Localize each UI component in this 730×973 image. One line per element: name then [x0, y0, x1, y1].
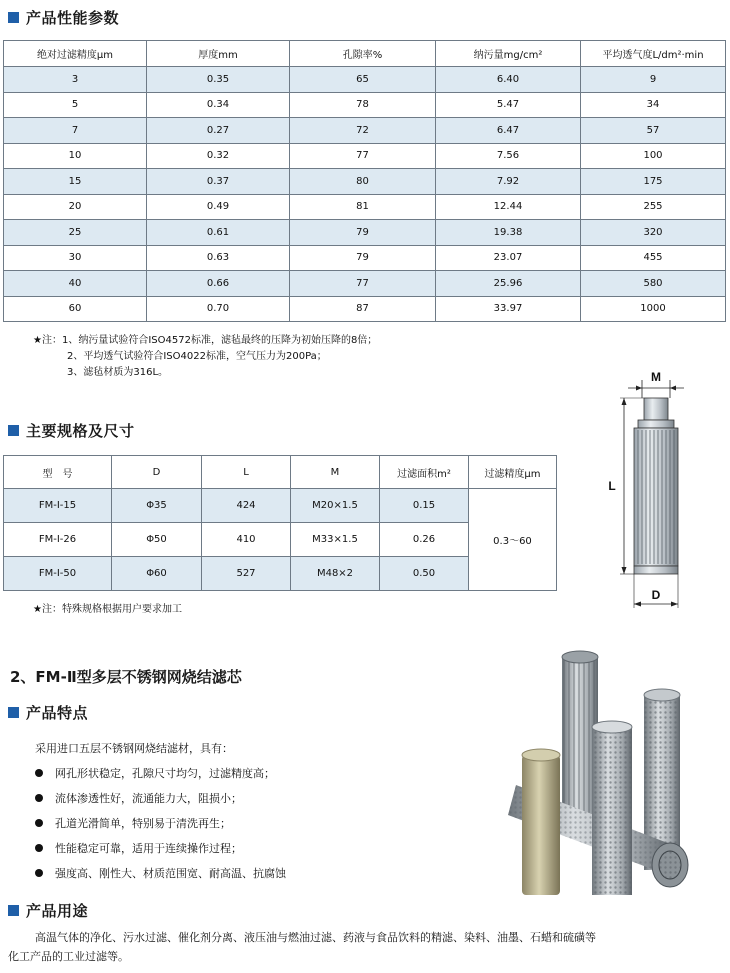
table-cell: 7.92 [436, 169, 581, 195]
table-row [4, 118, 726, 144]
table-cell: 77 [290, 143, 436, 169]
table-cell: 5.47 [436, 92, 581, 118]
table-row [4, 296, 726, 322]
table-cell: 0.34 [147, 92, 290, 118]
table-cell: 72 [290, 118, 436, 144]
note-line: ★注：1、纳污量试验符合ISO4572标准，滤毡最终的压降为初始压降的8倍； [33, 335, 378, 346]
table-cell: 0.70 [147, 296, 290, 322]
table-cell: 0.32 [147, 143, 290, 169]
column-header: L [202, 456, 291, 489]
section-header-dimensions [8, 421, 135, 439]
dimension-label-l: L [608, 479, 616, 493]
section-title: 产品特点 [26, 703, 89, 722]
table-row [4, 271, 726, 297]
section-marker-icon [8, 707, 19, 718]
table-cell: 455 [581, 245, 726, 271]
features-list [35, 760, 286, 885]
table-cell: 527 [202, 557, 291, 591]
table-cell: 80 [290, 169, 436, 195]
table-cell: 78 [290, 92, 436, 118]
feature-text: 孔道光滑简单，特别易于清洗再生； [55, 816, 231, 830]
bullet-icon [35, 819, 43, 827]
table-cell: 65 [290, 67, 436, 93]
column-header: 厚度mm [147, 41, 290, 67]
section-header-performance [8, 8, 119, 26]
table-cell: 0.35 [147, 67, 290, 93]
table-cell: 33.97 [436, 296, 581, 322]
filter-dimension-drawing [598, 370, 698, 615]
usage-line: 高温气体的净化、污水过滤、催化剂分离、液压油与燃油过滤、药液与食品饮料的精滤、染料、油墨、石蜡和硫磺等 [35, 931, 596, 944]
merged-precision-cell: 0.3～60 [469, 489, 557, 591]
bullet-icon [35, 844, 43, 852]
table-row [4, 92, 726, 118]
section-marker-icon [8, 425, 19, 436]
table-cell: 20 [4, 194, 147, 220]
table-cell: M20×1.5 [291, 489, 380, 523]
bullet-icon [35, 794, 43, 802]
performance-table [3, 40, 726, 322]
column-header: 平均透气度L/dm²·min [581, 41, 726, 67]
list-item [35, 860, 286, 885]
table-cell: 40 [4, 271, 147, 297]
table-cell: M48×2 [291, 557, 380, 591]
table-cell: 9 [581, 67, 726, 93]
feature-text: 流体渗透性好，流通能力大，阻损小； [55, 791, 242, 805]
table-cell: 175 [581, 169, 726, 195]
table-cell: 60 [4, 296, 147, 322]
table-cell: 79 [290, 245, 436, 271]
table-cell: 25 [4, 220, 147, 246]
column-header: 过滤面积m² [380, 456, 469, 489]
column-header: 绝对过滤精度μm [4, 41, 147, 67]
table-cell: 23.07 [436, 245, 581, 271]
column-header: 过滤精度μm [469, 456, 557, 489]
table-cell: 0.61 [147, 220, 290, 246]
list-item [35, 835, 286, 860]
section-marker-icon [8, 12, 19, 23]
table-cell: 30 [4, 245, 147, 271]
list-item [35, 785, 286, 810]
table-cell: 5 [4, 92, 147, 118]
table-cell: 15 [4, 169, 147, 195]
table-cell: 12.44 [436, 194, 581, 220]
table-header-row [4, 456, 557, 489]
table-cell: FM-Ⅰ-26 [4, 523, 112, 557]
table-cell: 25.96 [436, 271, 581, 297]
table-cell: 0.50 [380, 557, 469, 591]
table-row [4, 143, 726, 169]
table-header-row [4, 41, 726, 67]
table-cell: Φ50 [112, 523, 202, 557]
table-cell: 424 [202, 489, 291, 523]
table-row [4, 194, 726, 220]
feature-text: 强度高、刚性大、材质范围宽、耐高温、抗腐蚀 [55, 866, 286, 880]
table-row [4, 489, 557, 523]
table-cell: 320 [581, 220, 726, 246]
feature-text: 网孔形状稳定，孔隙尺寸均匀，过滤精度高； [55, 766, 275, 780]
table-cell: 6.47 [436, 118, 581, 144]
dimension-note: ★注：特殊规格根据用户要求加工 [33, 604, 182, 615]
table-cell: 255 [581, 194, 726, 220]
column-header: M [291, 456, 380, 489]
list-item [35, 760, 286, 785]
section-header-usage [8, 901, 88, 919]
usage-line: 化工产品的工业过滤等。 [8, 950, 129, 963]
table-cell: FM-Ⅰ-15 [4, 489, 112, 523]
table-cell: 0.15 [380, 489, 469, 523]
table-cell: FM-Ⅰ-50 [4, 557, 112, 591]
section2-title: 2、FM-Ⅱ型多层不锈钢网烧结滤芯 [10, 668, 242, 686]
table-cell: 410 [202, 523, 291, 557]
bullet-icon [35, 769, 43, 777]
table-cell: 19.38 [436, 220, 581, 246]
table-cell: 0.27 [147, 118, 290, 144]
section-title: 产品用途 [26, 901, 89, 920]
table-cell: 7.56 [436, 143, 581, 169]
table-row [4, 220, 726, 246]
column-header: 纳污量mg/cm² [436, 41, 581, 67]
table-row [4, 67, 726, 93]
table-cell: 81 [290, 194, 436, 220]
feature-text: 性能稳定可靠，适用于连续操作过程； [55, 841, 242, 855]
table-row [4, 245, 726, 271]
section-title: 主要规格及尺寸 [26, 421, 135, 440]
note-line: 3、滤毡材质为316L。 [67, 367, 169, 378]
section-marker-icon [8, 905, 19, 916]
list-item [35, 810, 286, 835]
note-line: 2、平均透气试验符合ISO4022标准，空气压力为200Pa； [67, 351, 327, 362]
dimension-label-d: D [651, 588, 661, 602]
column-header: D [112, 456, 202, 489]
column-header: 型 号 [4, 456, 112, 489]
table-cell: 77 [290, 271, 436, 297]
table-cell: 0.26 [380, 523, 469, 557]
table-cell: 79 [290, 220, 436, 246]
column-header: 孔隙率% [290, 41, 436, 67]
section-title: 产品性能参数 [26, 8, 120, 27]
table-cell: 7 [4, 118, 147, 144]
table-row [4, 169, 726, 195]
section-header-features [8, 703, 88, 721]
table-cell: 100 [581, 143, 726, 169]
table-cell: 10 [4, 143, 147, 169]
table-cell: 3 [4, 67, 147, 93]
table-cell: 0.49 [147, 194, 290, 220]
filter-products-photo [498, 645, 726, 910]
performance-notes [33, 333, 377, 381]
bullet-icon [35, 869, 43, 877]
table-cell: Φ35 [112, 489, 202, 523]
dimension-table [3, 455, 557, 591]
dimension-label-m: M [651, 370, 661, 384]
table-cell: M33×1.5 [291, 523, 380, 557]
usage-text [8, 928, 725, 966]
table-cell: 0.37 [147, 169, 290, 195]
table-cell: Φ60 [112, 557, 202, 591]
table-cell: 57 [581, 118, 726, 144]
table-cell: 6.40 [436, 67, 581, 93]
table-cell: 1000 [581, 296, 726, 322]
features-intro: 采用进口五层不锈钢网烧结滤材，具有： [35, 742, 233, 755]
table-cell: 580 [581, 271, 726, 297]
table-cell: 34 [581, 92, 726, 118]
table-cell: 0.63 [147, 245, 290, 271]
table-cell: 87 [290, 296, 436, 322]
table-cell: 0.66 [147, 271, 290, 297]
